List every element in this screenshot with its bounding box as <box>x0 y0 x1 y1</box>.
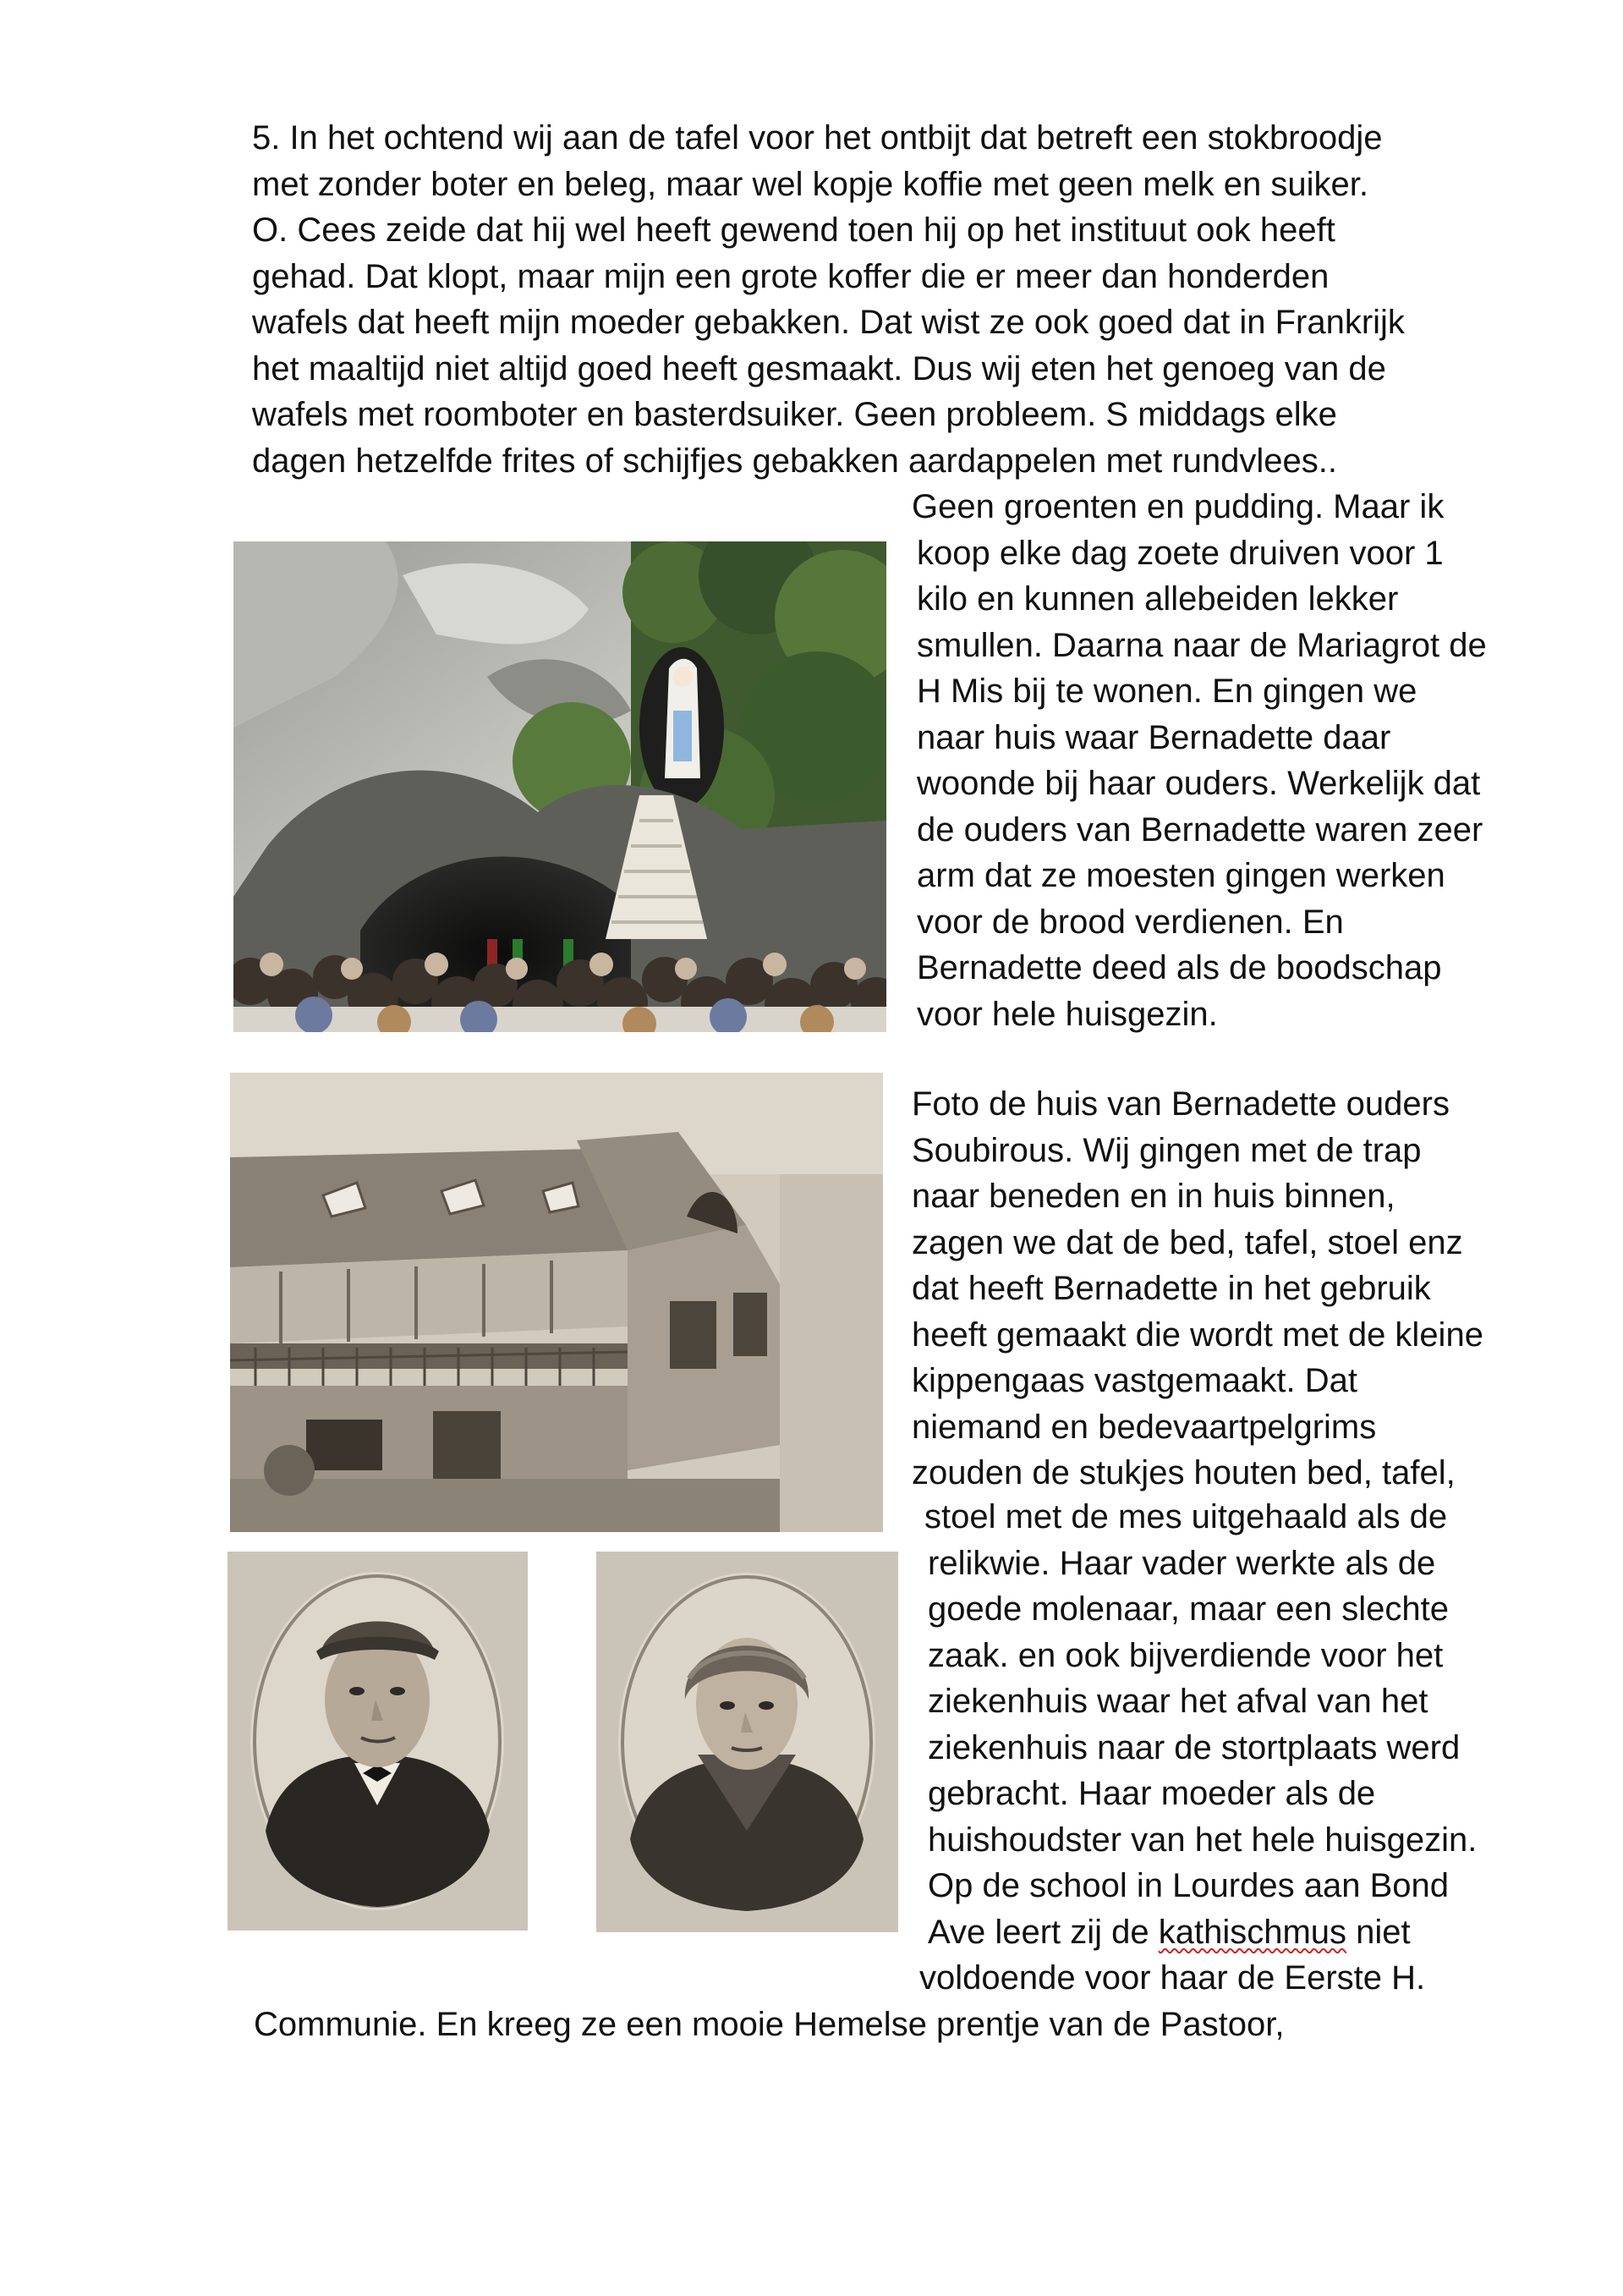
text-line: wafels met roomboter en basterdsuiker. Geen probleem. S middags elke <box>252 396 1337 433</box>
text-line: huishoudster van het hele huisgezin. <box>928 1821 1478 1859</box>
text-line: Soubirous. Wij gingen met de trap <box>912 1131 1422 1169</box>
text-line: het maaltijd niet altijd goed heeft gesmaakt. Dus wij eten het genoeg van de <box>252 349 1386 387</box>
text-line: wafels dat heeft mijn moeder gebakken. Dat wist ze ook goed dat in Frankrijk <box>252 304 1405 341</box>
text-line: voldoende voor haar de Eerste H. <box>919 1959 1426 1997</box>
text-line: zaak. en ook bijverdiende voor het <box>928 1636 1444 1674</box>
text-line: stoel met de mes uitgehaald als de <box>924 1498 1448 1535</box>
text-line: 5. In het ochtend wij aan de tafel voor het ontbijt dat betreft een stokbroodje <box>252 119 1383 157</box>
text-line: voor hele huisgezin. <box>917 995 1218 1033</box>
text-line: niemand en bedevaartpelgrims <box>912 1408 1377 1446</box>
text-line: relikwie. Haar vader werkte als de <box>928 1544 1436 1582</box>
text-line: O. Cees zeide dat hij wel heeft gewend toen hij op het instituut ook heeft <box>252 211 1335 249</box>
text-line: kippengaas vastgemaakt. Dat <box>912 1362 1357 1399</box>
text-line: Bernadette deed als de boodschap <box>917 949 1442 986</box>
house-paragraph <box>912 1081 1483 1497</box>
text-line: zouden de stukjes houten bed, tafel, <box>912 1454 1456 1491</box>
parents-paragraph <box>924 1494 1477 1955</box>
text-line-with-misspelling <box>924 1909 1477 1956</box>
text-line: met zonder boter en beleg, maar wel kopje koffie met geen melk en suiker. <box>252 165 1368 203</box>
text-line: Foto de huis van Bernadette ouders <box>912 1085 1450 1123</box>
grotto-paragraph <box>912 484 1487 1037</box>
text-line: ziekenhuis naar de stortplaats werd <box>928 1728 1461 1766</box>
text-line: heeft gemaakt die wordt met de kleine <box>912 1316 1483 1354</box>
text-line: gehad. Dat klopt, maar mijn een grote koffer die er meer dan honderden <box>252 257 1330 295</box>
text-line: arm dat ze moesten gingen werken <box>917 857 1445 894</box>
text-line: kilo en kunnen allebeiden lekker <box>917 580 1399 618</box>
misspelled-word[interactable]: kathischmus <box>1158 1913 1347 1951</box>
text-line: naar huis waar Bernadette daar <box>917 718 1391 756</box>
text-line: zagen we dat de bed, tafel, stoel enz <box>912 1223 1463 1261</box>
bernadette-house-photo <box>230 1073 883 1532</box>
text-line: dat heeft Bernadette in het gebruik <box>912 1270 1431 1307</box>
text-line: Communie. En kreeg ze een mooie Hemelse prentje van de Pastoor, <box>254 2006 1285 2043</box>
text-line: Geen groenten en pudding. Maar ik <box>912 488 1445 525</box>
text-line: ziekenhuis waar het afval van het <box>928 1683 1428 1720</box>
text-line: H Mis bij te wonen. En gingen we <box>917 673 1417 710</box>
text-line: dagen hetzelfde frites of schijfjes gebakken aardappelen met rundvlees.. <box>252 442 1338 480</box>
text-line: naar beneden en in huis binnen, <box>912 1178 1395 1215</box>
text-line: de ouders van Bernadette waren zeer <box>917 810 1483 849</box>
intro-paragraph <box>252 115 1405 484</box>
text-fragment: Ave leert zij de <box>928 1913 1159 1951</box>
text-line: woonde bij haar ouders. Werkelijk dat <box>917 765 1481 802</box>
text-line: smullen. Daarna naar de Mariagrot de <box>917 626 1487 664</box>
text-fragment: niet <box>1346 1913 1411 1951</box>
father-portrait <box>228 1552 528 1931</box>
closing-paragraph <box>919 1955 1425 2002</box>
text-line: koop elke dag zoete druiven voor 1 <box>917 534 1444 572</box>
text-line: goede molenaar, maar een slechte <box>928 1590 1449 1628</box>
grotto-photo <box>233 541 886 1032</box>
final-line <box>254 2002 1284 2048</box>
mother-portrait <box>596 1552 898 1932</box>
text-line: gebracht. Haar moeder als de <box>928 1775 1376 1812</box>
text-line: Op de school in Lourdes aan Bond <box>928 1867 1449 1904</box>
text-line: voor de brood verdienen. En <box>917 903 1344 941</box>
